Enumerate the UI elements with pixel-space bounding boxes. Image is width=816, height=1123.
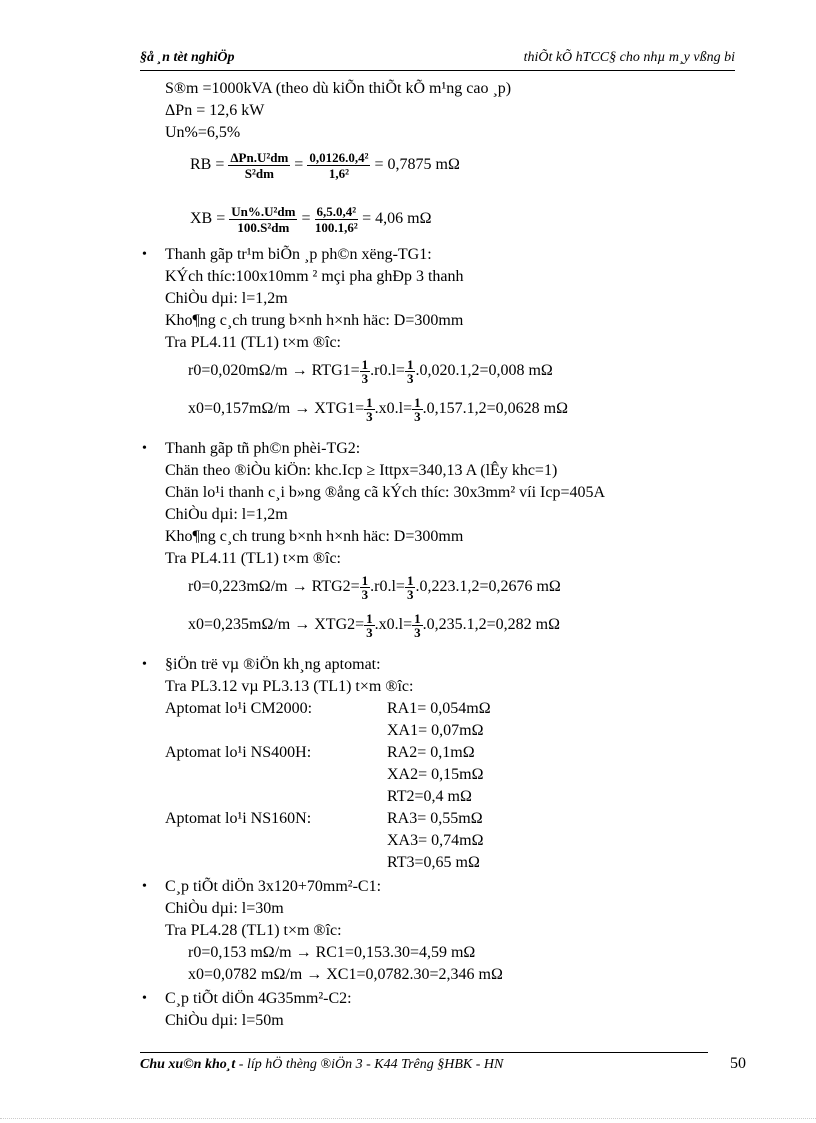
frac-den: 3: [366, 625, 373, 640]
xa2: XA2= 0,15mΩ: [387, 766, 484, 783]
tg2-r-b: .r0.l=: [370, 578, 405, 596]
tg1-r-b: .r0.l=: [370, 362, 405, 380]
tg1-size: KÝch thíc:100x10mm ² mçi pha ghÐp 3 thanh: [165, 268, 464, 285]
xb-num2: 6,5.0,4²: [316, 204, 357, 219]
rb-num1: ΔPn.U²dm: [230, 150, 289, 165]
c2-title: C¸p tiÕt diÖn 4G35mm²-C2:: [165, 990, 352, 1007]
tg1-length: ChiÒu dµi: l=1,2m: [165, 290, 288, 307]
header-left: §å ¸n tèt nghiÖp: [140, 50, 235, 65]
tg2-type: Chän lo¹i thanh c¸i b»ng ®ång cã kÝch thíc: 30x3mm² víi Icp=405A: [165, 484, 606, 501]
xb-frac1: [229, 204, 297, 235]
c1-x: x0=0,0782 mΩ/m → XC1=0,0782.30=2,346 mΩ: [188, 966, 503, 983]
frac-den: 3: [361, 371, 369, 386]
xb-formula: XB = $\frac{\text{Un\%.U²dm}}{\text{100.S²dm}}$ = $\frac{\text{6,5.0,4²}}{\text{100.1,6²}}$ = 4,06 mΩ: [190, 204, 432, 235]
tg1-x-b: .x0.l=: [374, 400, 413, 418]
bullet-icon: •: [142, 991, 147, 1006]
frac-den: 3: [414, 625, 421, 640]
rb-result: = 0,7875 mΩ: [374, 156, 460, 174]
frac-den: 3: [406, 587, 414, 602]
tg1-r-c: .0,020.1,2=0,008 mΩ: [415, 362, 553, 380]
rb-den1: S²dm: [244, 166, 274, 181]
apt3-label: Aptomat lo¹i NS160N:: [165, 810, 312, 827]
xb-num1: Un%.U²dm: [231, 204, 296, 219]
tg2-length: ChiÒu dµi: l=1,2m: [165, 506, 288, 523]
tg2-x-a: x0=0,235mΩ/m → XTG2=: [188, 616, 365, 634]
xb-lhs: XB =: [190, 210, 226, 228]
xa3: XA3= 0,74mΩ: [387, 832, 484, 849]
footer-rest: - líp hÖ thèng ®iÖn 3 - K44 Trêng §HBK - HN: [235, 1057, 504, 1072]
tg1-title: Thanh gãp tr¹m biÕn ¸p ph©n xëng-TG1:: [165, 246, 432, 263]
xb-den1: 100.S²dm: [237, 220, 290, 235]
rb-den2: 1,6²: [328, 166, 349, 181]
apt1-label: Aptomat lo¹i CM2000:: [165, 700, 313, 717]
frac-1-3: [364, 396, 375, 423]
apt-title: §iÖn trë vµ ®iÖn kh¸ng aptomat:: [165, 656, 381, 673]
bullet-icon: •: [142, 247, 147, 262]
ra1: RA1= 0,054mΩ: [387, 700, 491, 717]
footer-text: [140, 1057, 503, 1073]
bullet-icon: •: [142, 657, 147, 672]
frac-den: 3: [414, 409, 421, 424]
c1-length: ChiÒu dµi: l=30m: [165, 900, 284, 917]
apt-lookup: Tra PL3.12 vµ PL3.13 (TL1) t×m ®îc:: [165, 678, 414, 695]
tg2-r-c: .0,223.1,2=0,2676 mΩ: [415, 578, 561, 596]
dp-line: ΔPn = 12,6 kW: [165, 102, 265, 119]
xb-result: = 4,06 mΩ: [362, 210, 432, 228]
xb-den2: 100.1,6²: [314, 220, 358, 235]
frac-1-3: [360, 358, 371, 385]
c1-title: C¸p tiÕt diÖn 3x120+70mm²-C1:: [165, 878, 382, 895]
frac-num: 1: [406, 357, 414, 372]
c2-length: ChiÒu dµi: l=50m: [165, 1012, 284, 1029]
tg2-lookup: Tra PL4.11 (TL1) t×m ®îc:: [165, 550, 341, 567]
frac-num: 1: [361, 357, 369, 372]
tg1-r-a: r0=0,020mΩ/m → RTG1=: [188, 362, 360, 380]
tg2-x-c: .0,235.1,2=0,282 mΩ: [422, 616, 560, 634]
rt2: RT2=0,4 mΩ: [387, 788, 472, 805]
frac-1-3: [412, 612, 423, 639]
ra3: RA3= 0,55mΩ: [387, 810, 483, 827]
page-number: 50: [730, 1055, 746, 1072]
page-edge-divider: [0, 1118, 816, 1119]
tg2-title: Thanh gãp tñ ph©n phèi-TG2:: [165, 440, 361, 457]
frac-1-3: [360, 574, 371, 601]
rb-lhs: RB =: [190, 156, 225, 174]
tg2-condition: Chän theo ®iÒu kiÖn: khc.Icp ≥ Ittpx=340,13 A (lÊy khc=1): [165, 462, 558, 479]
rb-frac1: [228, 150, 290, 181]
tg1-r-formula: [188, 358, 553, 385]
rt3: RT3=0,65 mΩ: [387, 854, 480, 871]
tg2-distance: Kho¶ng c¸ch trung b×nh h×nh häc: D=300mm: [165, 528, 464, 545]
frac-1-3: [412, 396, 423, 423]
frac-num: 1: [414, 395, 421, 410]
tg1-x-formula: [188, 396, 568, 423]
tg2-x-b: .x0.l=: [374, 616, 413, 634]
tg1-x-c: .0,157.1,2=0,0628 mΩ: [422, 400, 568, 418]
rb-num2: 0,0126.0,4²: [309, 150, 369, 165]
un-line: Un%=6,5%: [165, 124, 241, 141]
header-right: thiÕt kÕ hTCC§ cho nhµ m¸y vßng bi: [523, 50, 735, 65]
frac-1-3: [364, 612, 375, 639]
ra2: RA2= 0,1mΩ: [387, 744, 475, 761]
xa1: XA1= 0,07mΩ: [387, 722, 484, 739]
tg1-distance: Kho¶ng c¸ch trung b×nh h×nh häc: D=300mm: [165, 312, 464, 329]
bullet-icon: •: [142, 441, 147, 456]
page-footer: [140, 1052, 708, 1072]
footer-author: Chu xu©n kho¸t: [140, 1057, 236, 1072]
frac-1-3: [405, 574, 416, 601]
frac-den: 3: [406, 371, 414, 386]
c1-r: r0=0,153 mΩ/m → RC1=0,153.30=4,59 mΩ: [188, 944, 476, 961]
rb-frac2: [307, 150, 370, 181]
c1-lookup: Tra PL4.28 (TL1) t×m ®îc:: [165, 922, 342, 939]
rb-formula: RB = $\frac{\text{ΔPn.U²dm}}{\text{S²dm}}$ = $\frac{\text{0,0126.0,4²}}{\text{1,6²}}$ = 0,7875 mΩ: [190, 150, 460, 181]
frac-num: 1: [414, 611, 421, 626]
tg2-x-formula: [188, 612, 560, 639]
sdm-line: S®m =1000kVA (theo dù kiÕn thiÕt kÕ m¹ng cao ¸p): [165, 80, 512, 97]
bullet-icon: •: [142, 879, 147, 894]
apt2-label: Aptomat lo¹i NS400H:: [165, 744, 312, 761]
frac-num: 1: [361, 573, 369, 588]
frac-num: 1: [366, 395, 373, 410]
tg1-lookup: Tra PL4.11 (TL1) t×m ®îc:: [165, 334, 341, 351]
tg2-r-formula: [188, 574, 561, 601]
xb-frac2: [315, 204, 359, 235]
frac-num: 1: [406, 573, 414, 588]
frac-num: 1: [366, 611, 373, 626]
tg2-r-a: r0=0,223mΩ/m → RTG2=: [188, 578, 360, 596]
frac-1-3: [405, 358, 416, 385]
tg1-x-a: x0=0,157mΩ/m → XTG1=: [188, 400, 365, 418]
page-header: [140, 50, 735, 71]
frac-den: 3: [366, 409, 373, 424]
frac-den: 3: [361, 587, 369, 602]
